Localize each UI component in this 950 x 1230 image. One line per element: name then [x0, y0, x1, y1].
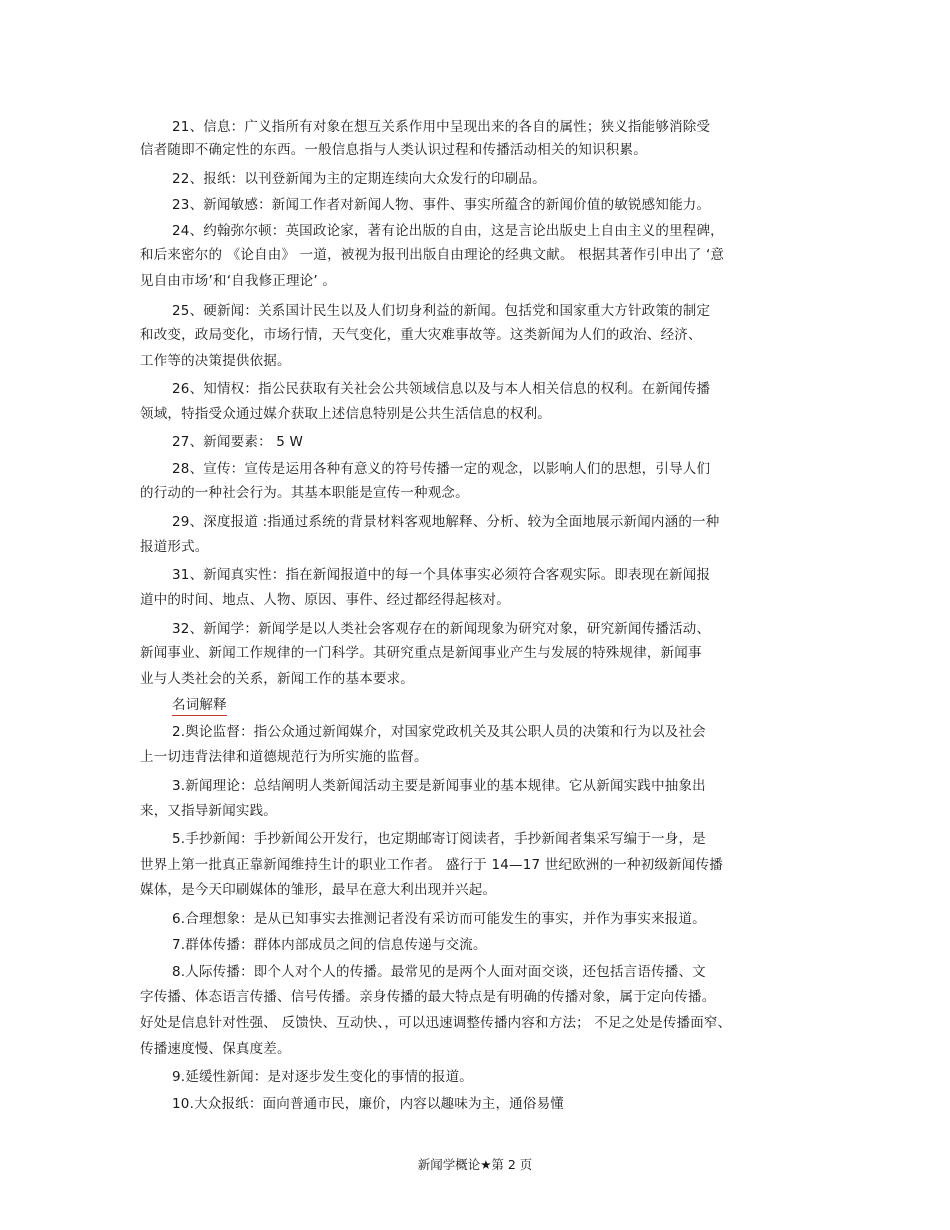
section-title: 名词解释 — [172, 696, 227, 716]
text-line: 21、信息：广义指所有对象在想互关系作用中呈现出来的各自的属性；狭义指能够消除受 — [172, 119, 711, 135]
text-line: 世界上第一批真正靠新闻维持生计的职业工作者。 盛行于 14—17 世纪欧洲的一种初级新闻传播 — [140, 857, 723, 873]
page-footer: 新闻学概论★第 2 页 — [417, 1157, 533, 1172]
text-line: 媒体，是今天印刷媒体的雏形，最早在意大利出现并兴起。 — [140, 882, 497, 898]
text-line: 道中的时间、地点、人物、原因、事件、经过都经得起核对。 — [140, 592, 510, 608]
text-line: 见自由市场’和‘自我修正理论’ 。 — [140, 273, 337, 289]
text-line: 的行动的一种社会行为。其基本职能是宣传一种观念。 — [140, 485, 469, 501]
text-line: 报道形式。 — [140, 539, 209, 555]
text-line: 29、深度报道 :指通过系统的背景材料客观地解释、分析、较为全面地展示新闻内涵的一种 — [172, 514, 720, 530]
text-line: 2.舆论监督：指公众通过新闻媒介，对国家党政机关及其公职人员的决策和行为以及社会 — [172, 724, 706, 740]
text-line: 25、硬新闻：关系国计民生以及人们切身利益的新闻。包括党和国家重大方针政策的制定 — [172, 303, 711, 319]
text-line: 3.新闻理论：总结阐明人类新闻活动主要是新闻事业的基本规律。它从新闻实践中抽象出 — [172, 778, 706, 794]
text-line: 字传播、体态语言传播、信号传播。亲身传播的最大特点是有明确的传播对象，属于定向传播。 — [140, 989, 716, 1005]
text-line: 工作等的决策提供依据。 — [140, 353, 291, 369]
text-line: 27、新闻要素： 5 W — [172, 434, 304, 450]
text-line: 6.合理想象：是从已知事实去推测记者没有采访而可能发生的事实，并作为事实来报道。 — [172, 911, 706, 927]
text-line: 24、约翰弥尔顿：英国政论家，著有论出版的自由，这是言论出版史上自由主义的里程碑， — [172, 223, 724, 239]
text-line: 10.大众报纸：面向普通市民，廉价，内容以趣味为主，通俗易懂 — [172, 1096, 564, 1112]
text-line: 新闻事业、新闻工作规律的一门科学。其研究重点是新闻事业产生与发展的特殊规律，新闻事 — [140, 645, 702, 661]
text-line: 和后来密尔的 《论自由》 一道，被视为报刊出版自由理论的经典文献。 根据其著作引申出了 ‘意 — [140, 247, 725, 263]
text-line: 传播速度慢、保真度差。 — [140, 1041, 291, 1057]
text-line: 22、报纸：以刊登新闻为主的定期连续向大众发行的印刷品。 — [172, 171, 546, 187]
text-line: 好处是信息针对性强、 反馈快、互动快、，可以迅速调整传播内容和方法； 不足之处是传播面窄、 — [140, 1015, 732, 1031]
text-line: 28、宣传：宣传是运用各种有意义的符号传播一定的观念，以影响人们的思想，引导人们 — [172, 461, 711, 477]
text-line: 来，又指导新闻实践。 — [140, 803, 277, 819]
text-line: 32、新闻学：新闻学是以人类社会客观存在的新闻现象为研究对象，研究新闻传播活动、 — [172, 621, 711, 637]
text-line: 业与人类社会的关系，新闻工作的基本要求。 — [140, 671, 414, 687]
text-line: 5.手抄新闻：手抄新闻公开发行，也定期邮寄订阅读者，手抄新闻者集采写编于一身，是 — [172, 831, 706, 847]
text-line: 26、知情权：指公民获取有关社会公共领域信息以及与本人相关信息的权利。在新闻传播 — [172, 381, 711, 397]
text-line: 9.延缓性新闻：是对逐步发生变化的事情的报道。 — [172, 1069, 473, 1085]
text-line: 31、新闻真实性：指在新闻报道中的每一个具体事实必须符合客观实际。即表现在新闻报 — [172, 567, 711, 583]
text-line: 8.人际传播：即个人对个人的传播。最常见的是两个人面对面交谈，还包括言语传播、文 — [172, 964, 706, 980]
text-line: 上一切违背法律和道德规范行为所实施的监督。 — [140, 749, 428, 765]
text-line: 领域，特指受众通过媒介获取上述信息特别是公共生活信息的权利。 — [140, 406, 551, 422]
text-line: 23、新闻敏感：新闻工作者对新闻人物、事件、事实所蕴含的新闻价值的敏锐感知能力。 — [172, 197, 711, 213]
text-line: 和改变，政局变化，市场行情，天气变化，重大灾难事故等。这类新闻为人们的政治、经济、 — [140, 327, 702, 343]
text-line: 7.群体传播：群体内部成员之间的信息传递与交流。 — [172, 937, 487, 953]
text-line: 信者随即不确定性的东西。一般信息指与人类认识过程和传播活动相关的知识积累。 — [140, 142, 647, 158]
